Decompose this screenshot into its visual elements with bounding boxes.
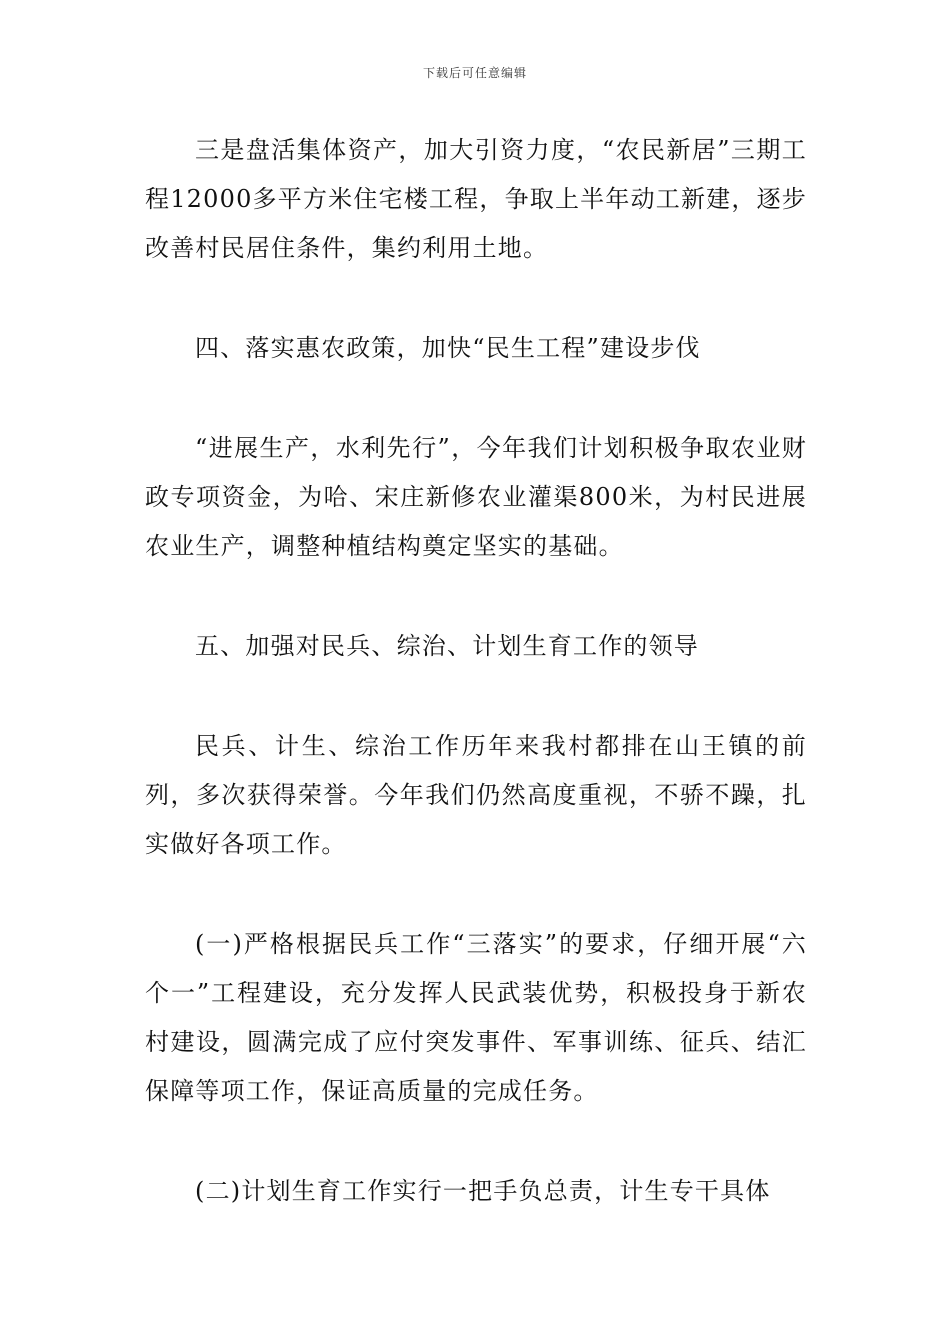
- section-heading-4: 四、落实惠农政策，加快“民生工程”建设步伐: [195, 334, 701, 362]
- paragraph-spacer: [145, 373, 807, 424]
- paragraph-water-conservancy: “进展生产，水利先行”，今年我们计划积极争取农业财政专项资金，为哈、宋庄新修农业灌渠800米，为村民进展农业生产，调整种植结构奠定坚实的基础。: [145, 434, 807, 560]
- header-note: 下载后可任意编辑: [422, 66, 527, 80]
- paragraph-spacer: [145, 273, 807, 324]
- paragraph-item-1: (一)严格根据民兵工作“三落实”的要求，仔细开展“六个一”工程建设，充分发挥人民武装优势，积极投身于新农村建设，圆满完成了应付突发事件、军事训练、征兵、结汇保障等项工作，保证高质量的完成任务。: [145, 930, 807, 1105]
- paragraph-collective-assets: 三是盘活集体资产，加大引资力度，“农民新居”三期工程12000多平方米住宅楼工程，争取上半年动工新建，逐步改善村民居住条件，集约利用土地。: [145, 136, 807, 262]
- paragraph-spacer: [145, 671, 807, 722]
- paragraph-item-2: (二)计划生育工作实行一把手负总责，计生专干具体: [195, 1177, 771, 1205]
- document-body: [145, 126, 807, 1216]
- section-heading-5: 五、加强对民兵、综治、计划生育工作的领导: [195, 632, 699, 660]
- paragraph-militia-overview: 民兵、计生、综治工作历年来我村都排在山王镇的前列，多次获得荣誉。今年我们仍然高度重视，不骄不躁，扎实做好各项工作。: [145, 732, 807, 858]
- paragraph-spacer: [145, 1116, 807, 1167]
- paragraph-spacer: [145, 571, 807, 622]
- paragraph-spacer: [145, 869, 807, 920]
